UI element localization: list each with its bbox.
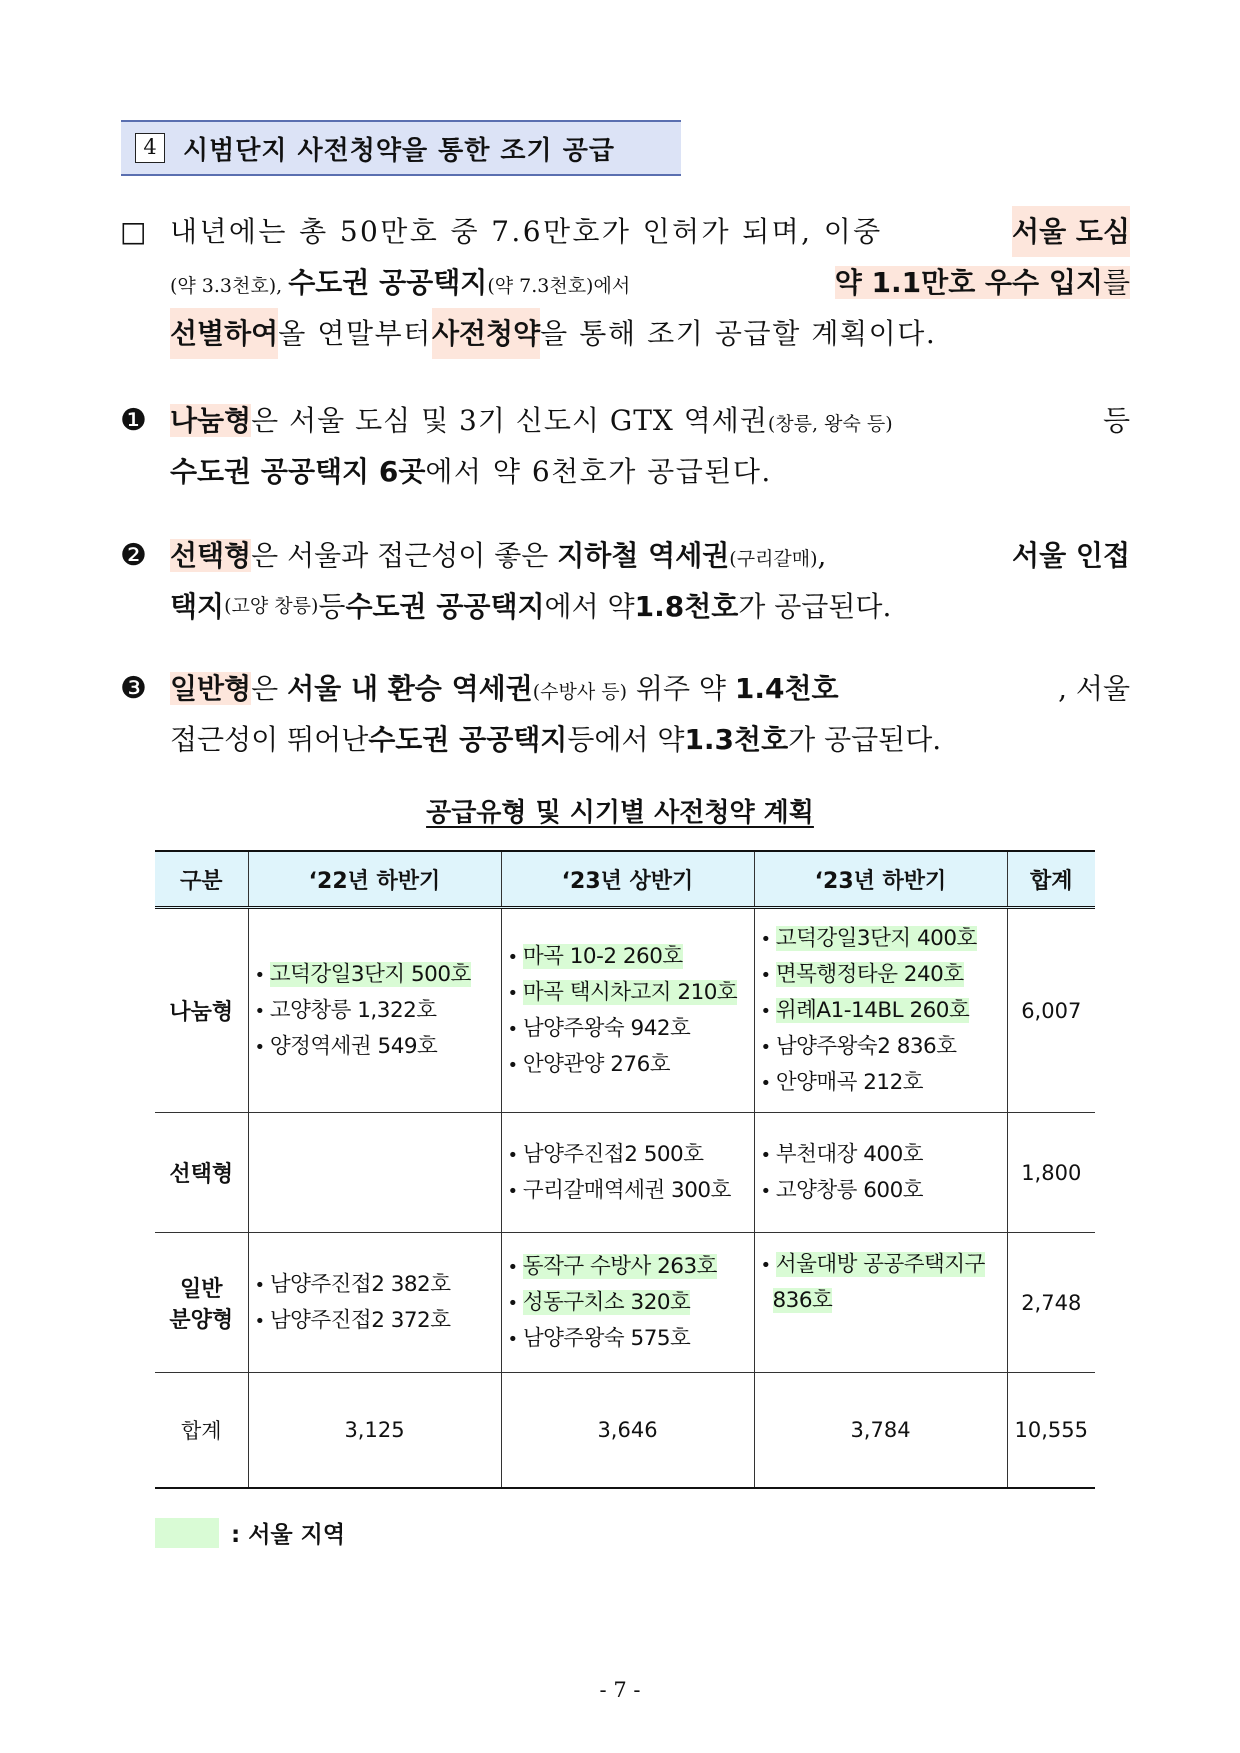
number-3-icon: ❸: [120, 671, 147, 706]
table-header-row: [155, 851, 1095, 908]
row-total: 6,007: [1007, 908, 1095, 1113]
list-item: • 동작구 수방사 263호: [508, 1249, 752, 1285]
totals-label: 합계: [155, 1373, 248, 1488]
row-label: 나눔형: [155, 908, 248, 1113]
item1-text: 에서 약 6천호가 공급된다.: [425, 455, 772, 488]
section-title: 시범단지 사전청약을 통한 조기 공급: [183, 135, 615, 166]
page-number: - 7 -: [599, 1678, 641, 1702]
total-23-h1: 3,646: [501, 1373, 754, 1488]
header-22-h2: ‘22년 하반기: [248, 851, 501, 908]
list-item: • 위례A1-14BL 260호: [761, 993, 1005, 1029]
totals-row: [155, 1373, 1095, 1488]
legend-swatch: [155, 1518, 219, 1548]
list-item: • 부천대장 400호: [761, 1137, 1005, 1173]
item2-note: (고양 창릉): [224, 595, 319, 617]
row-label-line: 분양형: [169, 1307, 234, 1333]
list-item: • 고덕강일3단지 400호: [761, 921, 1005, 957]
list-item: • 양정역세권 549호: [255, 1029, 499, 1065]
intro-text: 을 통해 조기 공급할 계획이다.: [540, 317, 937, 350]
item2-bold: 서울 인접: [1012, 539, 1130, 572]
table-cell: [754, 1233, 1007, 1373]
header-total: 합계: [1007, 851, 1095, 908]
section-number: 4: [135, 133, 165, 163]
table-cell: [754, 1113, 1007, 1233]
row-total: 2,748: [1007, 1233, 1095, 1373]
item3-text: 가 공급된다.: [788, 723, 942, 756]
header-23-h1: ‘23년 상반기: [501, 851, 754, 908]
list-item: • 고양창릉 600호: [761, 1173, 1005, 1209]
list-item: 836호: [772, 1288, 833, 1313]
item2-text: ,: [817, 539, 827, 572]
item3-text: 위주 약: [627, 672, 735, 705]
header-category: 구분: [155, 851, 248, 908]
item1-note: (창릉, 왕숙 등): [767, 413, 893, 435]
table-cell: [501, 908, 754, 1113]
table-cell: [754, 908, 1007, 1113]
checkbox-bullet-icon: □: [120, 215, 147, 248]
intro-highlight: 서울 도심: [1012, 206, 1130, 257]
item3-bold: 수도권 공공택지: [368, 723, 568, 756]
intro-text: 올 연말부터: [278, 317, 432, 350]
item2-bold: 1.8천호: [634, 590, 739, 623]
row-total: 1,800: [1007, 1113, 1095, 1233]
total-22-h2: 3,125: [248, 1373, 501, 1488]
table-row: [155, 908, 1095, 1113]
item2-bold: 택지: [170, 590, 225, 623]
table-cell: [501, 1233, 754, 1373]
total-23-h2: 3,784: [754, 1373, 1007, 1488]
list-item: • 남양주진접2 500호: [508, 1137, 752, 1173]
number-2-icon: ❷: [120, 538, 147, 573]
intro-text: (약 7.3천호)에서: [487, 275, 631, 297]
item2-text: 은 서울과 접근성이 좋은: [251, 539, 558, 572]
list-item: • 성동구치소 320호: [508, 1285, 752, 1321]
table-cell: [248, 908, 501, 1113]
item3-note: (수방사 등): [532, 681, 628, 703]
table-title: 공급유형 및 시기별 사전청약 계획: [426, 798, 814, 828]
intro-text: 를: [1102, 266, 1130, 299]
table-cell: [501, 1113, 754, 1233]
item2-text: 에서 약: [544, 590, 635, 623]
list-item: • 서울대방 공공주택지구: [761, 1247, 1005, 1283]
item1-highlight: 나눔형: [170, 404, 252, 437]
item2-bold: 지하철 역세권: [557, 539, 730, 572]
intro-bold: 수도권 공공택지: [288, 266, 488, 299]
intro-paragraph: [120, 206, 1130, 359]
item2-text: 가 공급된다.: [738, 590, 892, 623]
item3-text: , 서울: [1058, 672, 1130, 705]
supply-plan-table: [155, 850, 1095, 1489]
legend: [155, 1516, 345, 1549]
item2-highlight: 선택형: [170, 539, 252, 572]
list-item: • 안양매곡 212호: [761, 1065, 1005, 1101]
list-item: • 면목행정타운 240호: [761, 957, 1005, 993]
item2-bold: 수도권 공공택지: [345, 590, 545, 623]
list-item: • 남양주진접2 372호: [255, 1303, 499, 1339]
row-label-line: 일반: [179, 1276, 223, 1302]
list-item: • 마곡 10-2 260호: [508, 939, 752, 975]
item-1: [120, 395, 1130, 497]
item3-bold: 1.4천호: [734, 672, 839, 705]
list-item: • 마곡 택시차고지 210호: [508, 975, 752, 1011]
list-item: • 남양주왕숙 942호: [508, 1011, 752, 1047]
table-row: [155, 1233, 1095, 1373]
row-label: 선택형: [155, 1113, 248, 1233]
item3-highlight: 일반형: [170, 672, 252, 705]
item3-text: 등에서 약: [567, 723, 685, 756]
item1-text: 등: [1102, 404, 1130, 437]
list-item: • 구리갈매역세권 300호: [508, 1173, 752, 1209]
intro-highlight: 약 1.1만호 우수 입지: [834, 266, 1103, 299]
intro-highlight: 사전청약: [432, 308, 540, 359]
item1-bold: 수도권 공공택지 6곳: [170, 455, 426, 488]
item-2: [120, 530, 1130, 632]
list-item: • 고덕강일3단지 500호: [255, 957, 499, 993]
table-cell: [248, 1233, 501, 1373]
list-item: • 안양관양 276호: [508, 1047, 752, 1083]
item2-text: 등: [318, 590, 346, 623]
item1-text: 은 서울 도심 및 3기 신도시 GTX 역세권: [251, 404, 768, 437]
grand-total: 10,555: [1007, 1373, 1095, 1488]
number-1-icon: ❶: [120, 403, 147, 438]
intro-text: 내년에는 총 50만호 중 7.6만호가 인허가 되며, 이중: [170, 215, 883, 248]
item3-bold: 서울 내 환승 역세권: [287, 672, 533, 705]
item3-bold: 1.3천호: [684, 723, 789, 756]
header-23-h2: ‘23년 하반기: [754, 851, 1007, 908]
section-heading: [121, 120, 681, 176]
list-item: • 남양주왕숙 575호: [508, 1321, 752, 1357]
item2-note: (구리갈매): [729, 548, 818, 570]
intro-text: (약 3.3천호),: [170, 275, 289, 297]
item3-text: 접근성이 뛰어난: [170, 723, 369, 756]
item-3: [120, 663, 1130, 765]
table-row: [155, 1113, 1095, 1233]
item3-text: 은: [251, 672, 288, 705]
row-label: [155, 1233, 248, 1373]
legend-text: : 서울 지역: [231, 1522, 346, 1548]
table-cell-empty: [248, 1113, 501, 1233]
intro-highlight: 선별하여: [170, 308, 278, 359]
list-item: • 남양주왕숙2 836호: [761, 1029, 1005, 1065]
list-item: • 남양주진접2 382호: [255, 1267, 499, 1303]
list-item: • 고양창릉 1,322호: [255, 993, 499, 1029]
